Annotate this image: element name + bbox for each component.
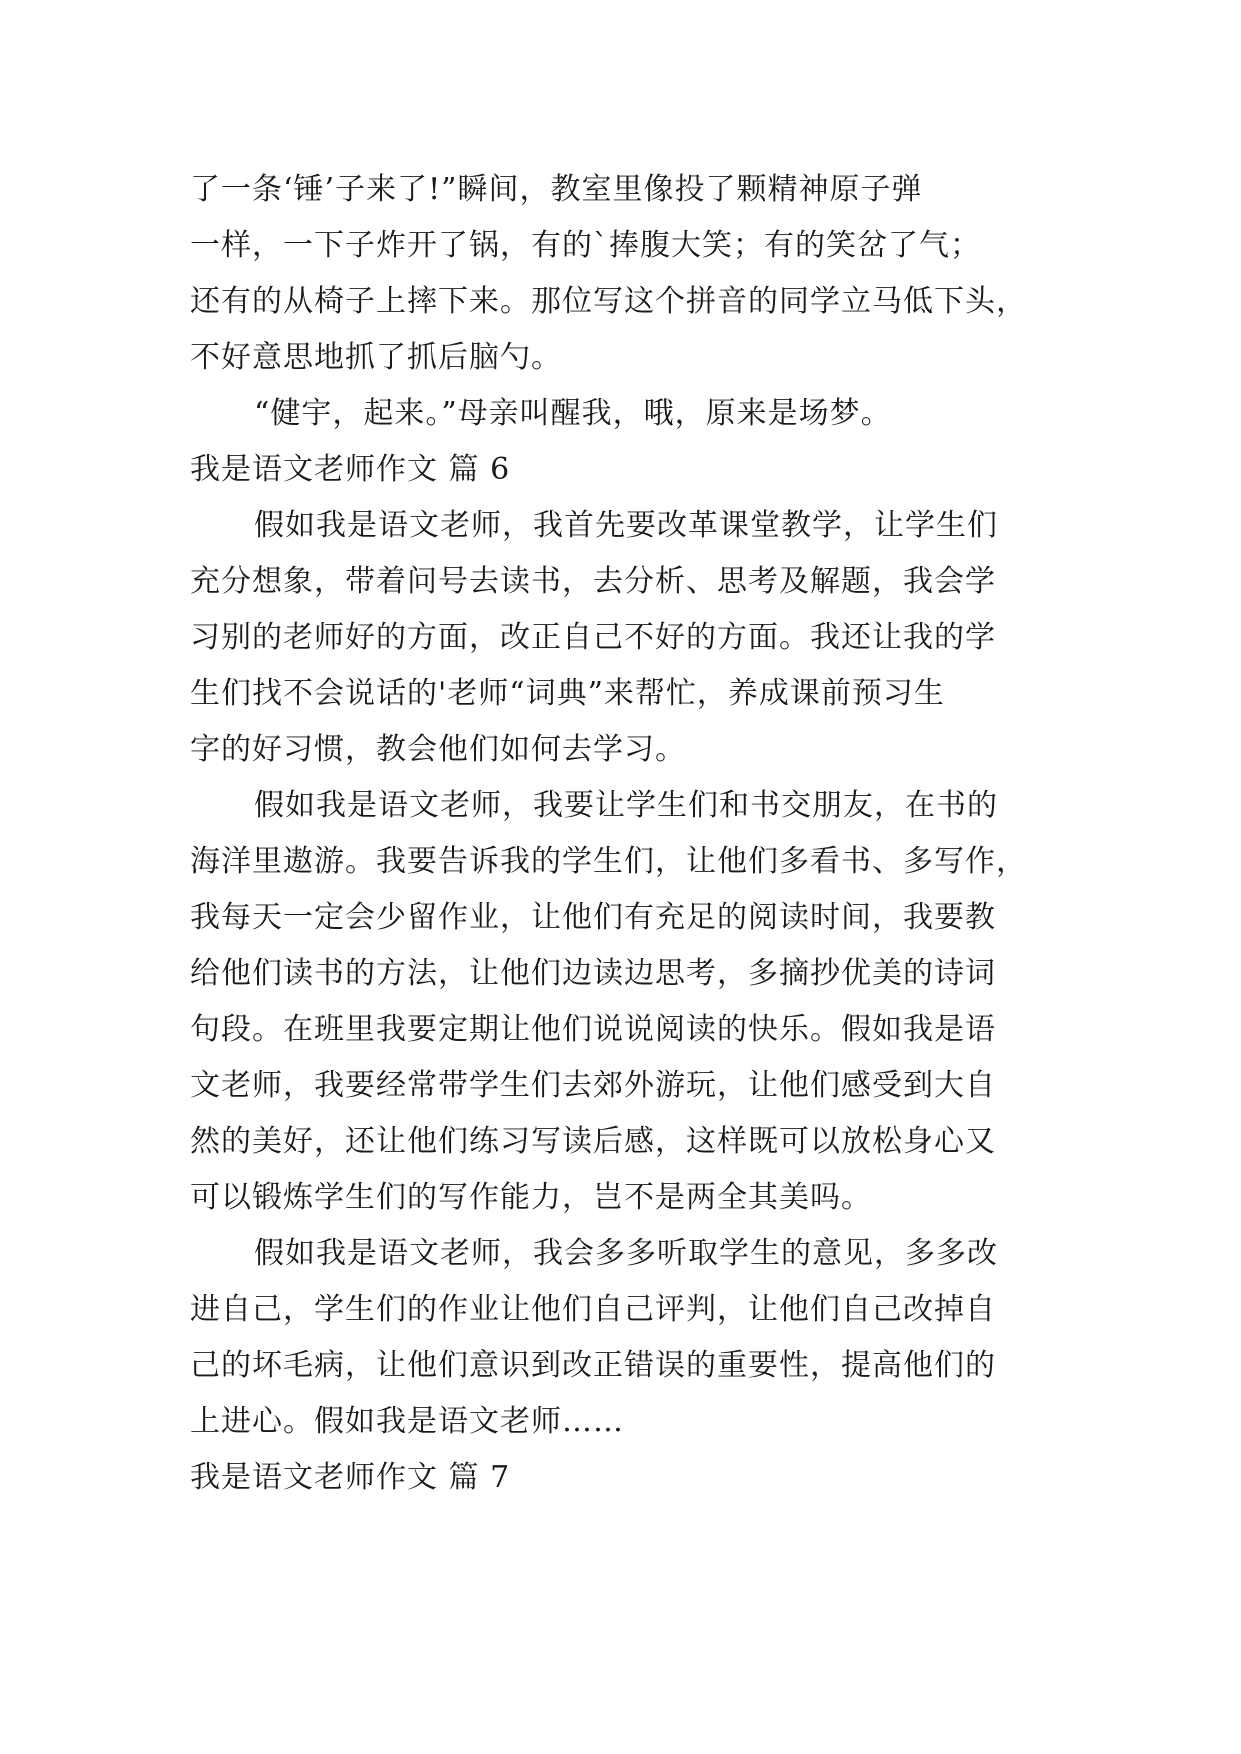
- paragraph: [190, 1226, 1090, 1450]
- text-line: 假如我是语文老师，我会多多听取学生的意见，多多改: [254, 1236, 998, 1271]
- text-line: 字的好习惯，教会他们如何去学习。: [190, 732, 686, 767]
- text-line: 进自己，学生们的作业让他们自己评判，让他们自己改掉自: [190, 1292, 996, 1327]
- text-line: 己的坏毛病，让他们意识到改正错误的重要性，提高他们的: [190, 1348, 996, 1383]
- text-line: 生们找不会说话的'老师“词典”来帮忙，养成课前预习生: [190, 676, 945, 711]
- text-line: 海洋里遨游。我要告诉我的学生们，让他们多看书、多写作，: [190, 844, 1027, 879]
- text-line: 假如我是语文老师，我首先要改革课堂教学，让学生们: [254, 508, 998, 543]
- paragraph: [190, 778, 1090, 1226]
- paragraph: [190, 498, 1090, 778]
- text-line: 然的美好，还让他们练习写读后感，这样既可以放松身心又: [190, 1124, 996, 1159]
- text-line: 给他们读书的方法，让他们边读边思考，多摘抄优美的诗词: [190, 956, 996, 991]
- text-line: 充分想象，带着问号去读书，去分析、思考及解题，我会学: [190, 564, 996, 599]
- paragraph: [190, 386, 1090, 442]
- text-line: 假如我是语文老师，我要让学生们和书交朋友，在书的: [254, 788, 998, 823]
- text-line: 了一条‘锤’子来了!”瞬间，教室里像投了颗精神原子弹: [190, 172, 923, 207]
- text-line: 不好意思地抓了抓后脑勺。: [190, 340, 562, 375]
- text-line: 习别的老师好的方面，改正自己不好的方面。我还让我的学: [190, 620, 996, 655]
- document-body: [190, 162, 1090, 1506]
- heading-text: 我是语文老师作文 篇 7: [190, 1460, 511, 1495]
- text-line: 句段。在班里我要定期让他们说说阅读的快乐。假如我是语: [190, 1012, 996, 1047]
- paragraph: [190, 162, 1090, 386]
- section-heading: [190, 442, 1090, 498]
- text-line: 一样，一下子炸开了锅，有的`捧腹大笑；有的笑岔了气；: [190, 228, 981, 263]
- section-heading: [190, 1450, 1090, 1506]
- text-line: 上进心。假如我是语文老师……: [190, 1404, 624, 1439]
- text-line: “健宇，起来。”母亲叫醒我，哦，原来是场梦。: [254, 396, 892, 431]
- text-line: 可以锻炼学生们的写作能力，岂不是两全其美吗。: [190, 1180, 872, 1215]
- text-line: 还有的从椅子上摔下来。那位写这个拼音的同学立马低下头，: [190, 284, 1027, 319]
- heading-text: 我是语文老师作文 篇 6: [190, 452, 511, 487]
- text-line: 我每天一定会少留作业，让他们有充足的阅读时间，我要教: [190, 900, 996, 935]
- text-line: 文老师，我要经常带学生们去郊外游玩，让他们感受到大自: [190, 1068, 996, 1103]
